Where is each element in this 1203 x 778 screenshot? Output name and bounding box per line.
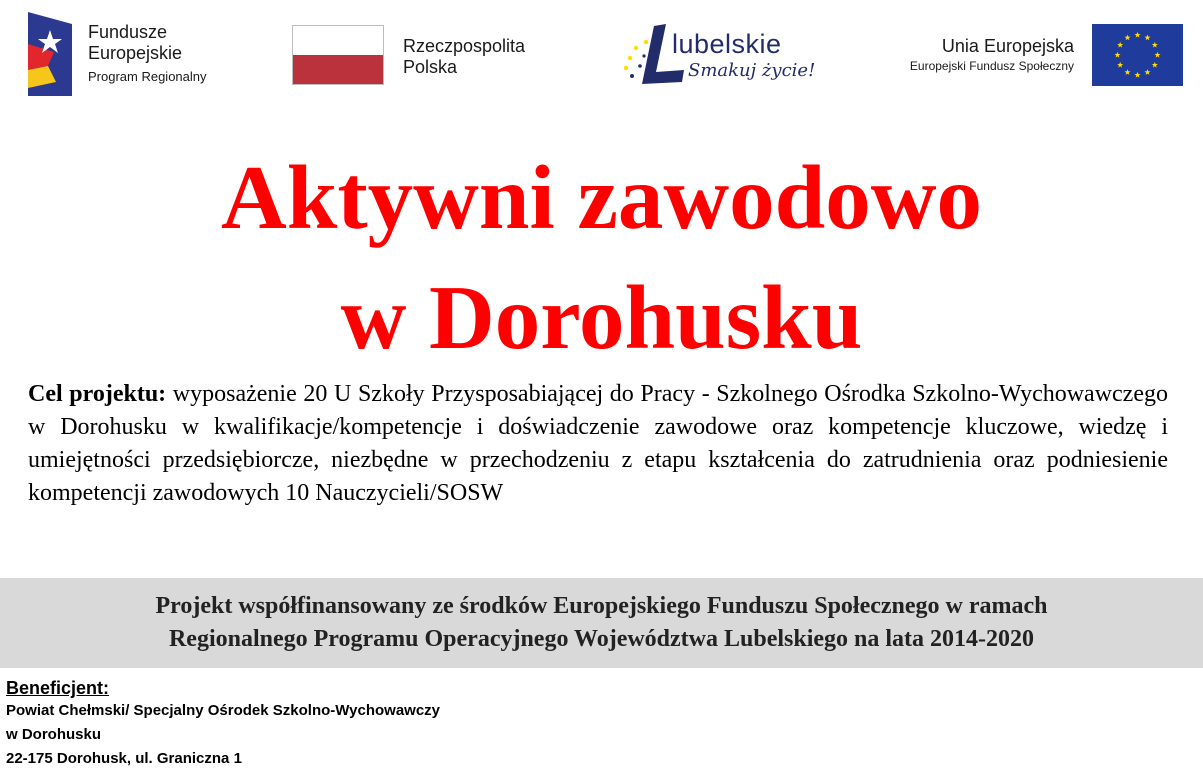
polska-label: Polska: [403, 57, 458, 77]
polish-flag-icon: [292, 25, 384, 85]
beneficiary-line-3: 22-175 Dorohusk, ul. Graniczna 1: [6, 750, 242, 767]
goal-label: Cel projektu:: [28, 381, 167, 407]
financing-line-1: Projekt współfinansowany ze środków Europejskiego Funduszu Społecznego w ramach: [155, 593, 1048, 619]
project-goal: [28, 378, 1168, 510]
rzeczpospolita-label: Rzeczpospolita: [403, 36, 526, 56]
lubelskie-label: lubelskie: [672, 29, 782, 59]
title-line-1: Aktywni zawodowo: [221, 147, 982, 248]
european-funds-star-icon: [28, 12, 72, 96]
program-regionalny-label: Program Regionalny: [88, 69, 207, 84]
eu-flag-icon: [1092, 24, 1183, 86]
unia-europejska-label: Unia Europejska: [941, 36, 1074, 56]
efs-label: Europejski Fundusz Społeczny: [909, 59, 1074, 73]
rzeczpospolita-polska-logo: [292, 25, 572, 87]
europejskie-label: Europejskie: [88, 43, 183, 63]
goal-text: wyposażenie 20 U Szkoły Przysposabiającej do Pracy - Szkolnego Ośrodka Szkolno-Wychowawczego w Dorohusku w kwalifikacje/kompetencje i doświadczenie zawodowe oraz kompetencje kluczowe, wiedzę i umiejętności przedsiębiorcze, niezbędne w przechodzeniu z etapu kształcenia do zatrudnienia oraz podniesienie kompetencji zawodowych 10 Nauczycieli/SOSW: [28, 381, 1168, 506]
financing-band: [0, 578, 1203, 668]
beneficiary-heading: Beneficjent:: [6, 678, 110, 698]
beneficiary-line-1: Powiat Chełmski/ Specjalny Ośrodek Szkolno-Wychowawczy: [6, 702, 441, 719]
fundusze-label: Fundusze: [88, 22, 168, 42]
beneficiary-block: [6, 677, 440, 771]
title-line-2: w Dorohusku: [340, 267, 863, 368]
financing-line-2: Regionalnego Programu Operacyjnego Województwa Lubelskiego na lata 2014-2020: [168, 626, 1035, 652]
logo-bar: [0, 0, 1203, 120]
lubelskie-logo: [620, 20, 820, 95]
beneficiary-line-2: w Dorohusku: [6, 726, 102, 743]
fundusze-europejskie-logo: [28, 12, 238, 96]
page-title: [0, 138, 1203, 378]
lubelskie-slogan: Smakuj życie!: [688, 60, 816, 81]
unia-europejska-logo: [876, 24, 1186, 88]
